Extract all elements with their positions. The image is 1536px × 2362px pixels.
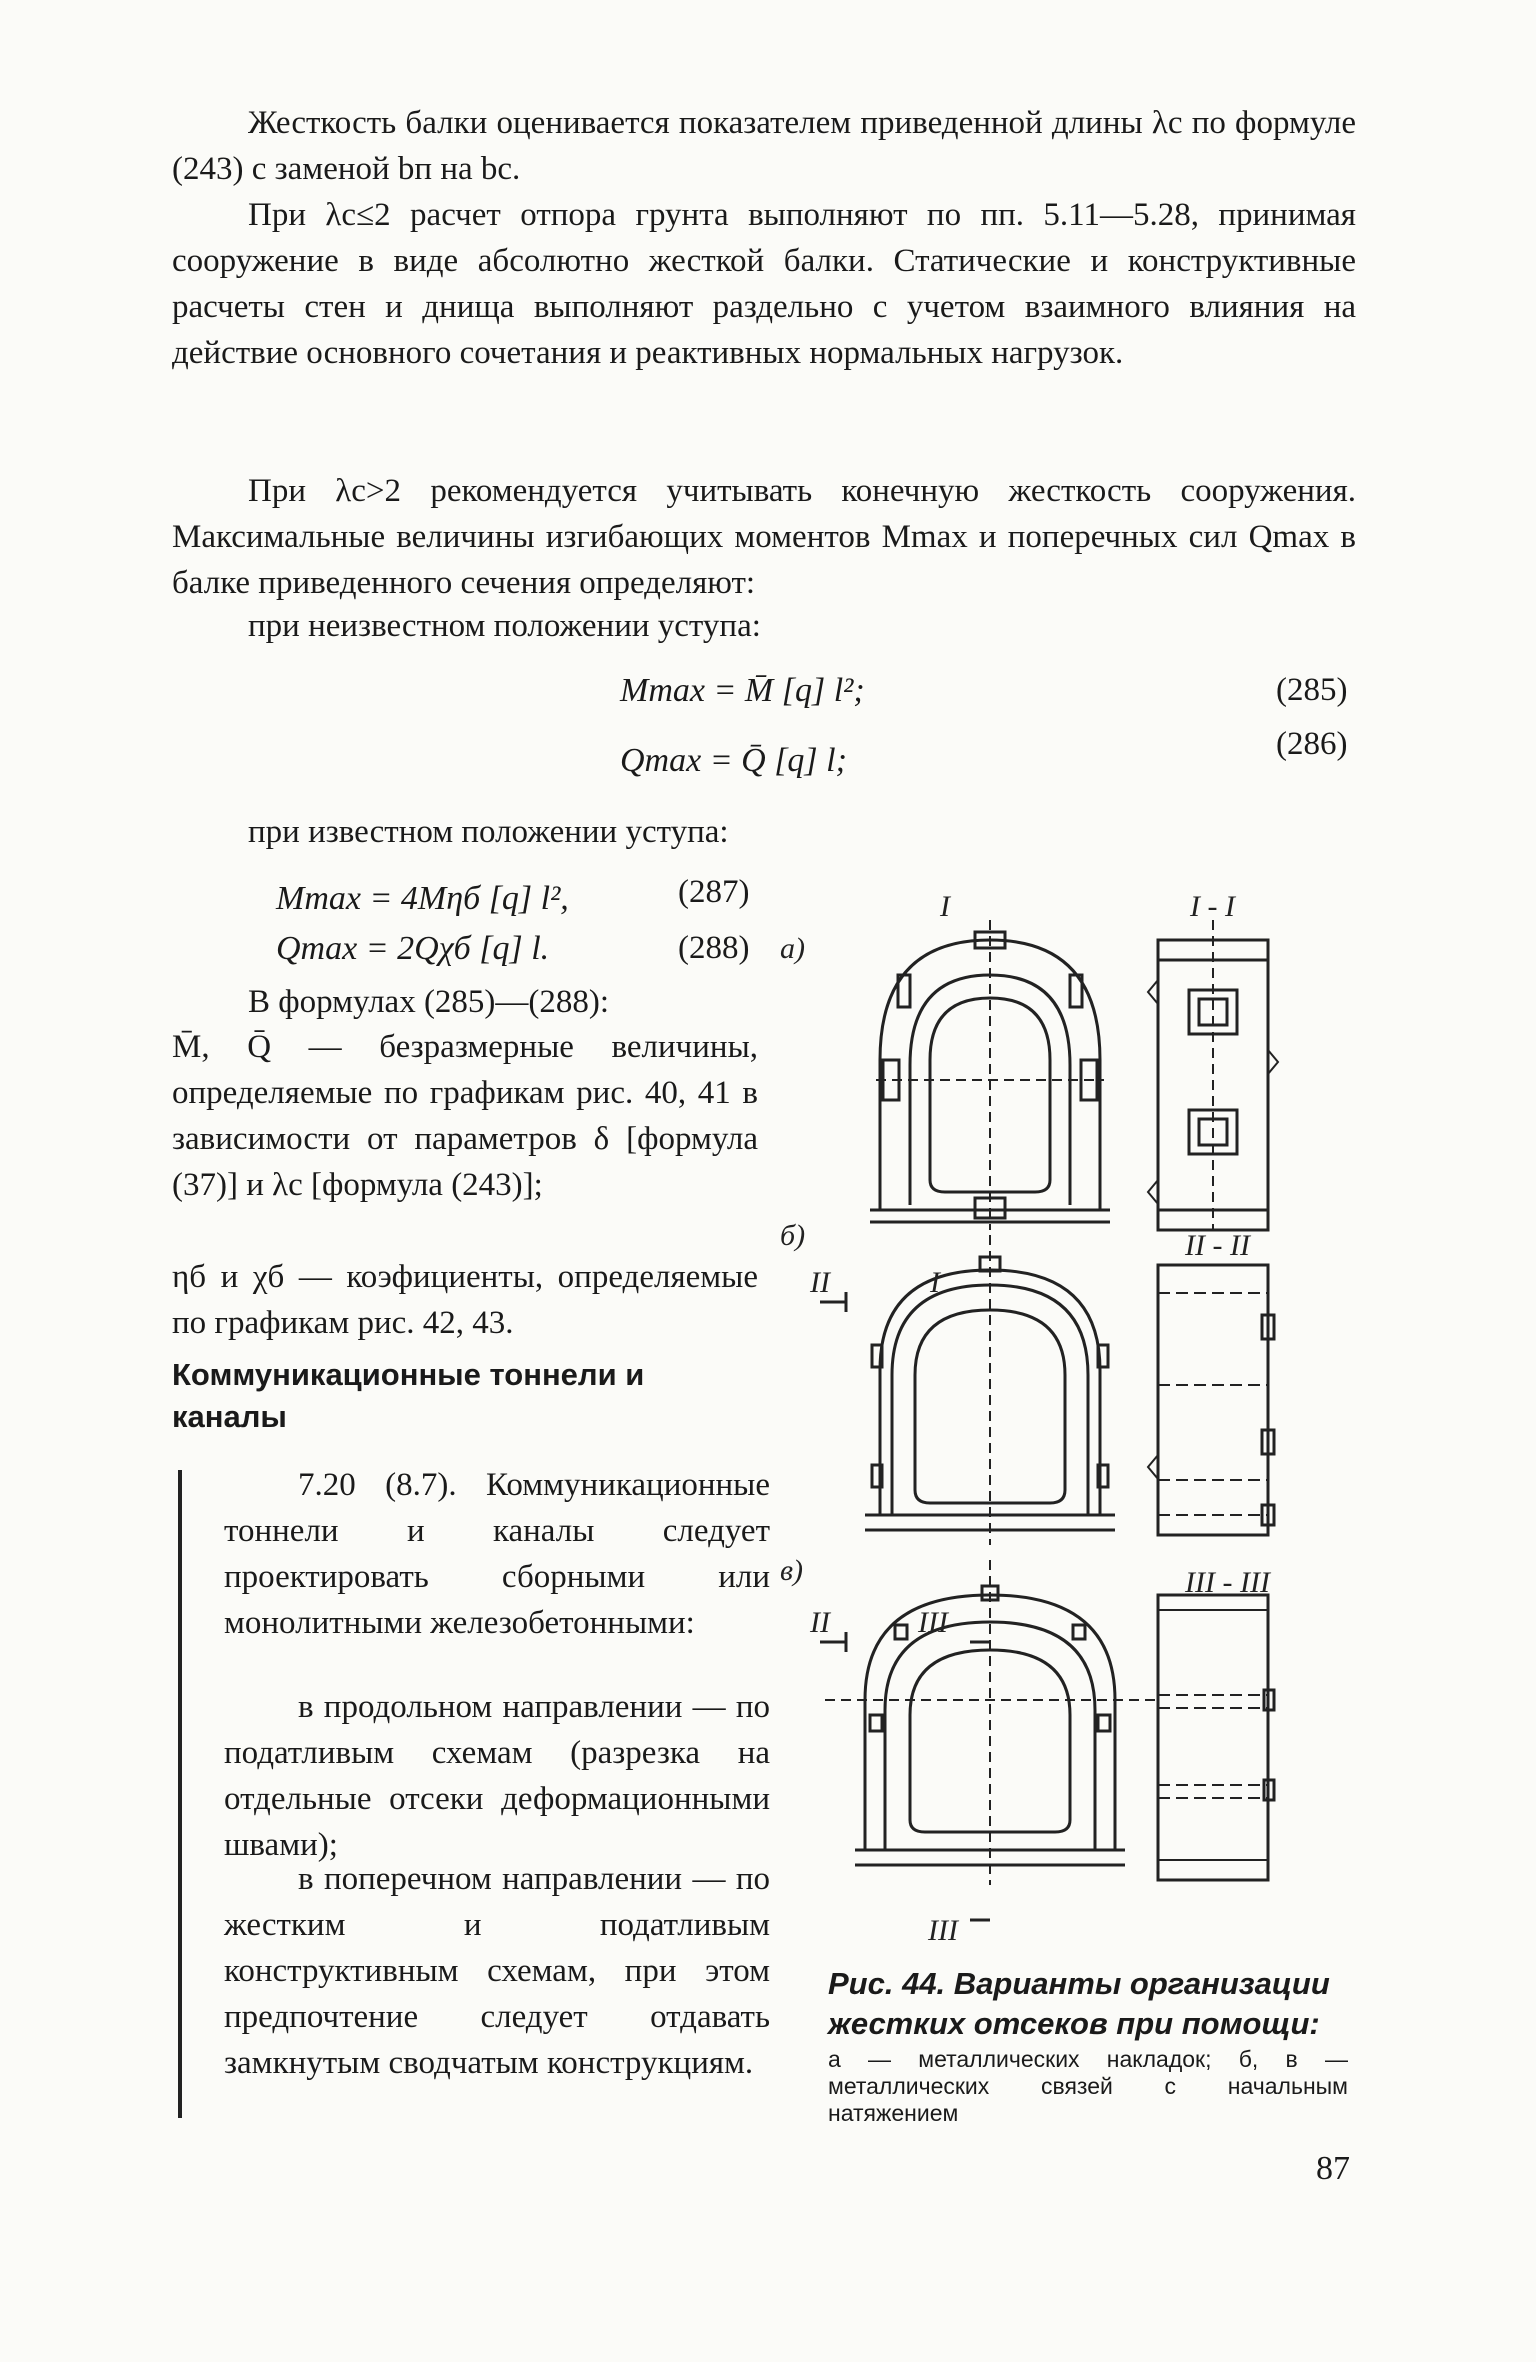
formula-285: Mmax = M̄ [q] l²; bbox=[620, 672, 865, 709]
defs-intro: В формулах (285)—(288): bbox=[248, 984, 610, 1020]
paragraph-stiffness: Жесткость балки оценивается показателем приведенной длины λc по формуле (243) с заменой bп на bс. bbox=[172, 105, 1356, 187]
paragraph-longitudinal: в продольном направлении — по податливым схемам (разрезка на отдельные отсеки деформационными швами); bbox=[224, 1689, 770, 1863]
formula-286: Qmax = Q̄ [q] l; bbox=[620, 742, 847, 779]
figure-44 bbox=[780, 880, 1360, 1960]
section-mark-iii-bottom: III bbox=[928, 1914, 958, 1947]
figure-label-v: в) bbox=[780, 1554, 804, 1587]
section-view-ii-ii bbox=[1148, 1265, 1274, 1535]
eq-number-286: (286) bbox=[1276, 726, 1348, 762]
section-mark-i: I bbox=[940, 890, 950, 923]
section-mark-iii: III bbox=[918, 1606, 948, 1639]
section-heading: Коммуникационные тоннели и каналы bbox=[172, 1357, 645, 1434]
margin-change-bar bbox=[178, 1470, 182, 2118]
section-mark-iii-iii: III - III bbox=[1185, 1566, 1270, 1599]
figure-caption-body: а — металлических накладок; б, в — металлических связей с начальным натяжением bbox=[828, 2046, 1348, 2126]
figure-label-a: а) bbox=[780, 932, 805, 965]
figure-label-b: б) bbox=[780, 1219, 806, 1252]
figure-caption-title: Рис. 44. Варианты организации жестких отсеков при помощи: bbox=[828, 1966, 1330, 2041]
section-mark-i-i: I - I bbox=[1190, 890, 1235, 923]
paragraph-7-20: 7.20 (8.7). Коммуникационные тоннели и каналы следует проектировать сборными или монолитными железобетонными: bbox=[224, 1467, 770, 1641]
definition-eta-chi: ηб и χб — коэфициенты, определяемые по графикам рис. 42, 43. bbox=[172, 1259, 758, 1341]
paragraph-lambda-gt-2: При λс>2 рекомендуется учитывать конечную жесткость сооружения. Максимальные величины изгибающих моментов Mmax и поперечных сил Qmax в балке приведенного сечения определяют: bbox=[172, 473, 1356, 601]
eq-number-288: (288) bbox=[678, 930, 750, 966]
tunnel-section-v bbox=[825, 1560, 1155, 1885]
definition-mq: M̄, Q̄ — безразмерные величины, определяемые по графикам рис. 40, 41 в зависимости от параметров δ [формула (37)] и λc [формула (243)]; bbox=[172, 1029, 758, 1203]
paragraph-transverse: в поперечном направлении — по жестким и податливым конструктивным схемам, при этом предпочтение следует отдавать замкнутым сводчатым конструкциям. bbox=[224, 1861, 770, 2081]
section-view-i-i bbox=[1148, 920, 1278, 1230]
eq-number-285: (285) bbox=[1276, 672, 1348, 708]
formula-288: Qmax = 2Qχб [q] l. bbox=[276, 930, 550, 967]
paragraph-lambda-le-2: При λс≤2 расчет отпора грунта выполняют по пп. 5.11—5.28, принимая сооружение в виде абсолютно жесткой балки. Статические и конструктивные расчеты стен и днища выполняют раздельно с учетом взаимного влияния на действие основного сочетания и реактивных нормальных нагрузок. bbox=[172, 197, 1356, 371]
unknown-position-text: при неизвестном положении уступа: bbox=[248, 608, 761, 644]
page-number: 87 bbox=[1316, 2150, 1350, 2187]
tunnel-section-a bbox=[870, 920, 1110, 1230]
section-view-iii-iii bbox=[1158, 1595, 1274, 1880]
known-position-text: при известном положении уступа: bbox=[248, 814, 729, 850]
section-mark-ii: II bbox=[810, 1266, 830, 1299]
section-mark-ii-lower: II bbox=[810, 1606, 830, 1639]
tunnel-section-b bbox=[865, 1235, 1115, 1545]
section-mark-ii-ii: II - II bbox=[1185, 1229, 1250, 1262]
formula-287: Mmax = 4Mηб [q] l², bbox=[276, 880, 569, 917]
section-mark-i-lower: I bbox=[930, 1266, 940, 1299]
eq-number-287: (287) bbox=[678, 874, 750, 910]
